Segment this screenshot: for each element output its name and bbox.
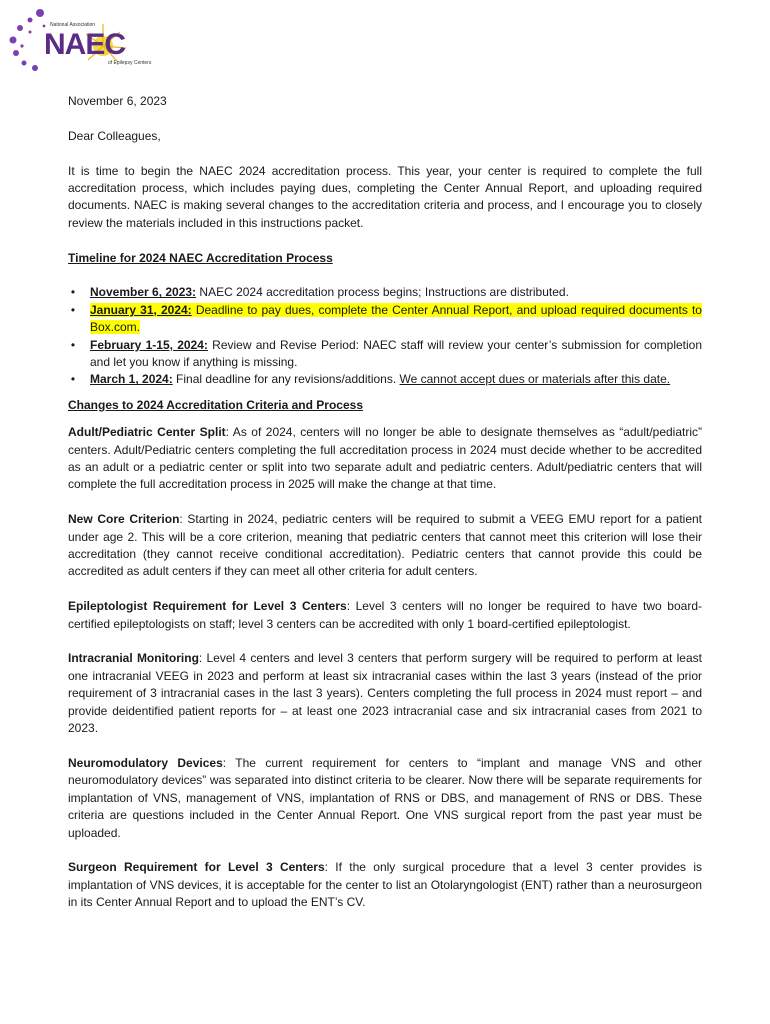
section-title: Epileptologist Requirement for Level 3 Centers [68, 599, 347, 614]
change-section [68, 755, 702, 842]
change-section [68, 424, 702, 494]
bullet-icon: • [70, 302, 76, 317]
section-title: New Core Criterion [68, 512, 180, 527]
timeline-deadline-note: We cannot accept dues or materials after this date. [399, 372, 671, 387]
timeline-item [68, 337, 702, 372]
timeline-date: January 31, 2024: [90, 302, 192, 317]
timeline-text: NAEC 2024 accreditation process begins; Instructions are distributed. [196, 285, 569, 300]
timeline-date: November 6, 2023: [90, 285, 197, 300]
letter-date: November 6, 2023 [68, 94, 167, 108]
timeline-text: Review and Revise Period: NAEC staff will review your center’s submission for completion and let you know if anything is missing. [90, 337, 703, 370]
bullet-icon: • [70, 337, 76, 352]
section-body: : As of 2024, centers will no longer be able to designate themselves as “adult/pediatric” centers. Adult/Pediatric centers completing the full accreditation process in 2024 must decide whether to be accredited as an adult or a pediatric center or split into two separate adult and pediatric centers. Adult/pediatric centers that will complete the full accreditation process in 2025 will make the change at that time. [68, 425, 702, 492]
timeline-text: Deadline to pay dues, complete the Center Annual Report, and upload required documents to Box.com. [90, 302, 702, 335]
bullet-icon: • [70, 285, 76, 300]
change-section [68, 511, 702, 581]
timeline-text: Final deadline for any revisions/additions. [172, 372, 400, 387]
section-title: Neuromodulatory Devices [68, 755, 223, 770]
bullet-icon: • [70, 372, 76, 387]
section-body: : Starting in 2024, pediatric centers will be required to submit a VEEG EMU report for a patient under age 2. This will be a core criterion, meaning that pediatric centers that cannot meet this criterion will lose their accreditation (they cannot receive conditional accreditation). Pediatric centers that cannot provide this could be accredited as adult centers if they can meet all other criteria for adult centers. [68, 512, 703, 579]
letter-body [68, 93, 702, 929]
timeline-date: March 1, 2024: [90, 372, 173, 387]
naec-logo [8, 8, 158, 74]
section-title: Surgeon Requirement for Level 3 Centers [68, 860, 325, 875]
salutation: Dear Colleagues, [68, 128, 161, 143]
logo-top-text: National Association [50, 22, 96, 28]
changes-heading: Changes to 2024 Accreditation Criteria and Process [68, 397, 363, 412]
timeline-item [68, 371, 702, 388]
logo-name: NAEC [44, 28, 126, 61]
section-body: : Level 4 centers and level 3 centers that perform surgery will be required to perform at least one intracranial VEEG in 2023 and perform at least six intracranial cases within the last 3 years (instead of the prior requirement of 3 intracranial cases in the last 3 years). Centers completing the full process in 2024 must report – and provide deidentified patient reports for – at least one 2023 intracranial case and six intracranial cases from 2021 to 2023. [68, 651, 702, 736]
section-title: Adult/Pediatric Center Split [68, 425, 226, 440]
section-body: : Level 3 centers will no longer be required to have two board-certified epileptologists on staff; level 3 centers can be accredited with only 1 board-certified epileptologist. [68, 599, 702, 631]
logo-bottom-text: of Epilepsy Centers [108, 60, 152, 66]
change-section [68, 859, 702, 911]
logo-dots [10, 9, 46, 71]
intro-paragraph: It is time to begin the NAEC 2024 accreditation process. This year, your center is required to complete the full accreditation process, which includes paying dues, completing the Center Annual Report, and uploading required documents. NAEC is making several changes to the accreditation criteria and process, and I encourage you to closely review the materials included in this instructions packet. [68, 163, 702, 230]
change-section [68, 650, 702, 737]
timeline-item [68, 284, 702, 301]
change-section [68, 598, 702, 633]
timeline-heading: Timeline for 2024 NAEC Accreditation Process [68, 250, 333, 265]
section-body: : If the only surgical procedure that a level 3 center provides is implantation of VNS devices, it is acceptable for the center to list an Otolaryngologist (ENT) rather than a neurosurgeon in its Center Annual Report and to upload the ENT’s CV. [68, 860, 702, 910]
timeline-list [68, 284, 702, 388]
timeline-date: February 1-15, 2024: [90, 337, 208, 352]
timeline-item-highlighted [68, 302, 702, 337]
section-body: : The current requirement for centers to “implant and manage VNS and other neuromodulatory devices” was separated into distinct criteria to be clearer. Now there will be separate requirements for implantation of VNS, management of VNS, implantation of RNS or DBS, and management of RNS or DBS. These criteria are questions included in the Center Annual Report. One VNS surgical report from the past year must be uploaded. [68, 755, 702, 840]
section-title: Intracranial Monitoring [68, 651, 199, 666]
